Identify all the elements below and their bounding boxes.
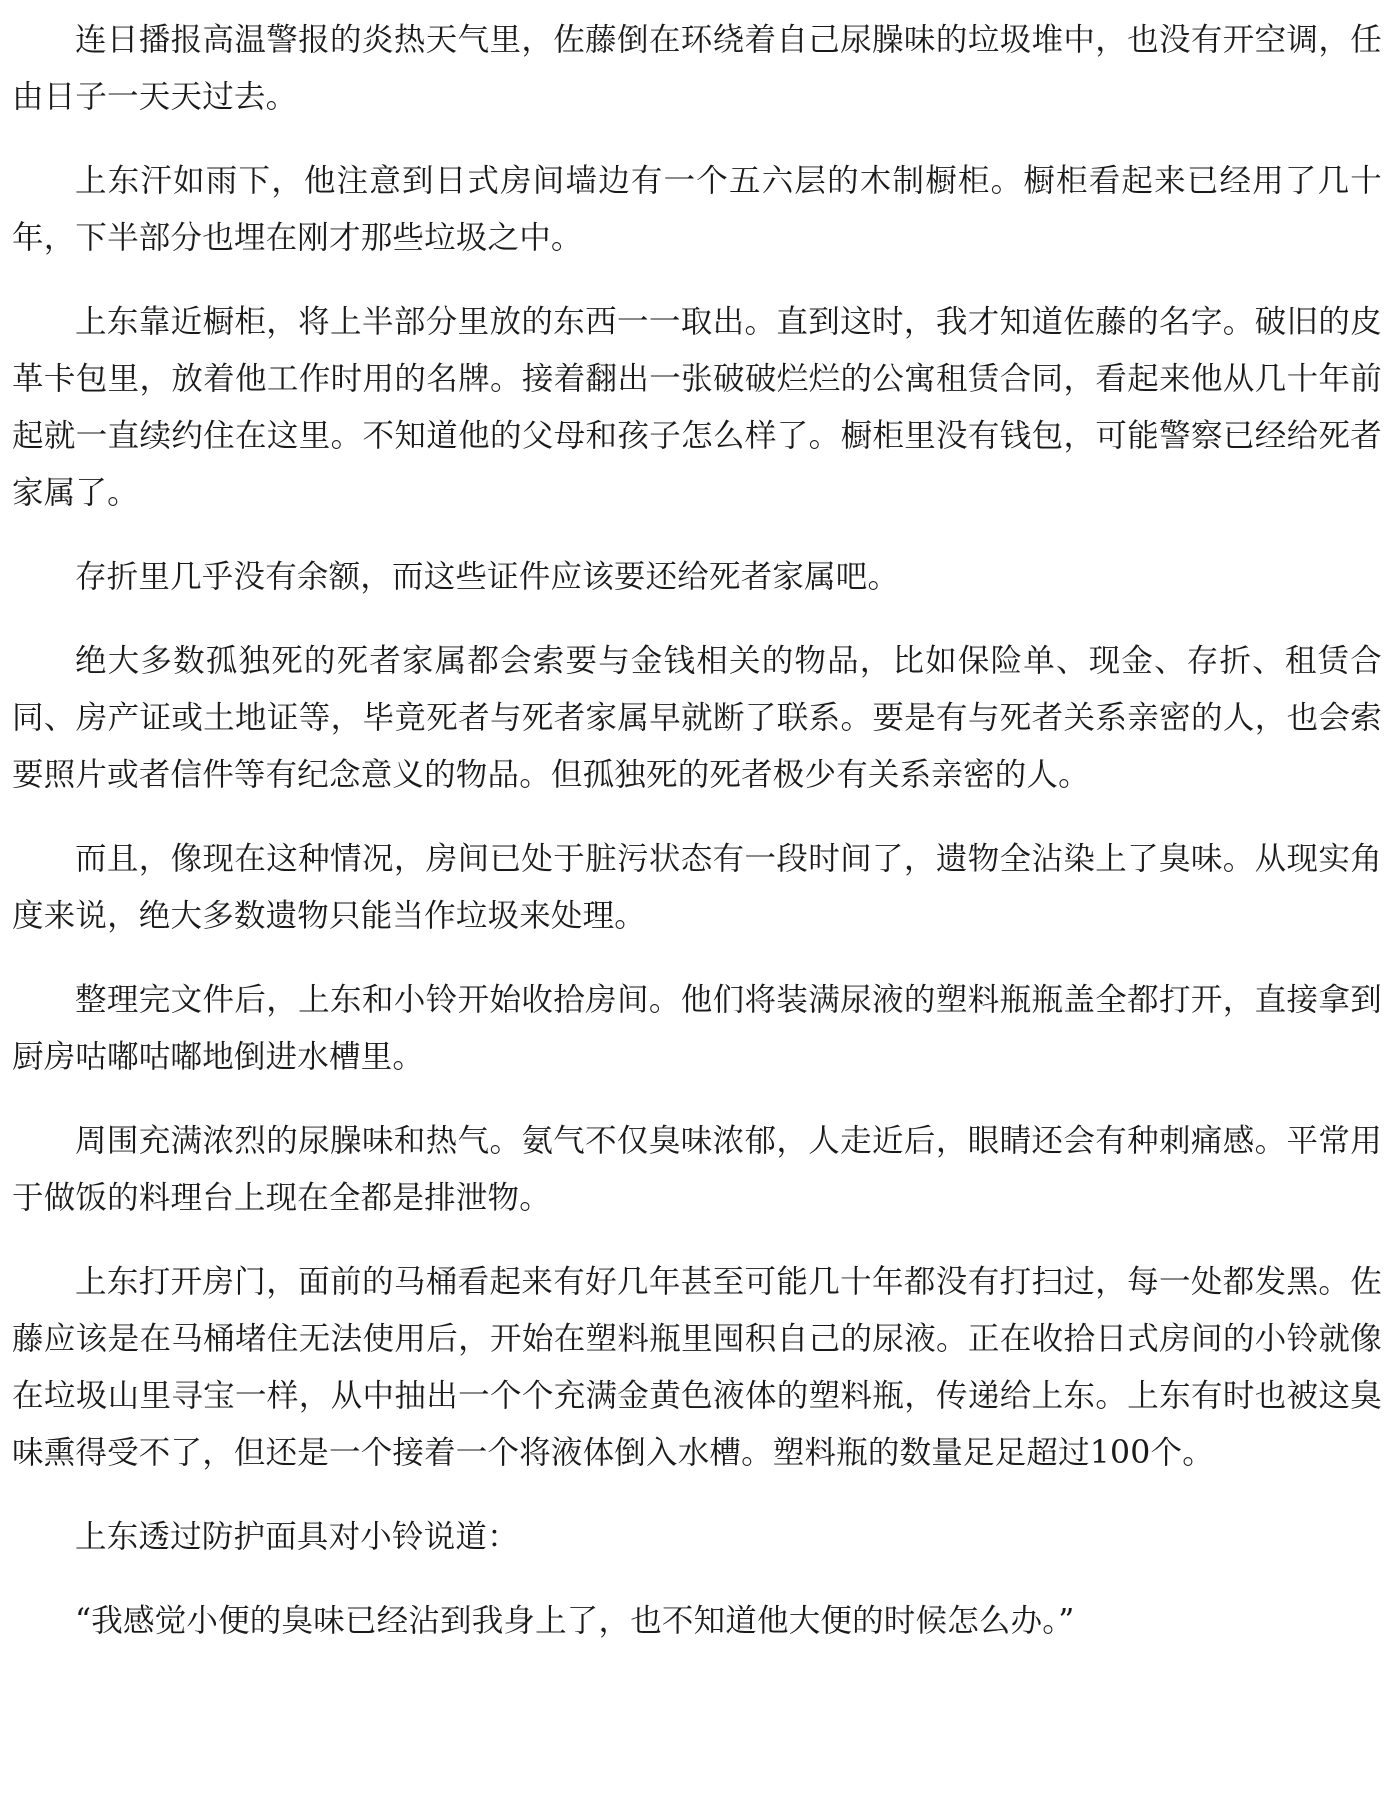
paragraph-11: “我感觉小便的臭味已经沾到我身上了，也不知道他大便的时候怎么办。” <box>75 1603 1075 1639</box>
paragraph-1: 连日播报高温警报的炎热天气里，佐藤倒在环绕着自己尿臊味的垃圾堆中，也没有开空调，任由日子一天天过去。 <box>12 22 1382 115</box>
document-page <box>12 12 1382 1677</box>
paragraph-6: 而且，像现在这种情况，房间已处于脏污状态有一段时间了，遗物全沾染上了臭味。从现实角度来说，绝大多数遗物只能当作垃圾来处理。 <box>12 841 1382 934</box>
paragraph-10: 上东透过防护面具对小铃说道： <box>75 1519 519 1555</box>
paragraph-5: 绝大多数孤独死的死者家属都会索要与金钱相关的物品，比如保险单、现金、存折、租赁合同、房产证或土地证等，毕竟死者与死者家属早就断了联系。要是有与死者关系亲密的人，也会索要照片或者信件等有纪念意义的物品。但孤独死的死者极少有关系亲密的人。 <box>12 643 1382 793</box>
paragraph-7: 整理完文件后，上东和小铃开始收拾房间。他们将装满尿液的塑料瓶瓶盖全都打开，直接拿到厨房咕嘟咕嘟地倒进水槽里。 <box>12 982 1382 1075</box>
paragraph-8: 周围充满浓烈的尿臊味和热气。氨气不仅臭味浓郁，人走近后，眼睛还会有种刺痛感。平常用于做饭的料理台上现在全都是排泄物。 <box>12 1123 1382 1216</box>
paragraph-4: 存折里几乎没有余额，而这些证件应该要还给死者家属吧。 <box>75 559 900 595</box>
paragraph-2: 上东汗如雨下，他注意到日式房间墙边有一个五六层的木制橱柜。橱柜看起来已经用了几十年，下半部分也埋在刚才那些垃圾之中。 <box>12 163 1382 256</box>
paragraph-3: 上东靠近橱柜，将上半部分里放的东西一一取出。直到这时，我才知道佐藤的名字。破旧的皮革卡包里，放着他工作时用的名牌。接着翻出一张破破烂烂的公寓租赁合同，看起来他从几十年前起就一直续约住在这里。不知道他的父母和孩子怎么样了。橱柜里没有钱包，可能警察已经给死者家属了。 <box>12 304 1382 511</box>
paragraph-9: 上东打开房门，面前的马桶看起来有好几年甚至可能几十年都没有打扫过，每一处都发黑。佐藤应该是在马桶堵住无法使用后，开始在塑料瓶里囤积自己的尿液。正在收拾日式房间的小铃就像在垃圾山里寻宝一样，从中抽出一个个充满金黄色液体的塑料瓶，传递给上东。上东有时也被这臭味熏得受不了，但还是一个接着一个将液体倒入水槽。塑料瓶的数量足足超过100个。 <box>12 1264 1382 1471</box>
